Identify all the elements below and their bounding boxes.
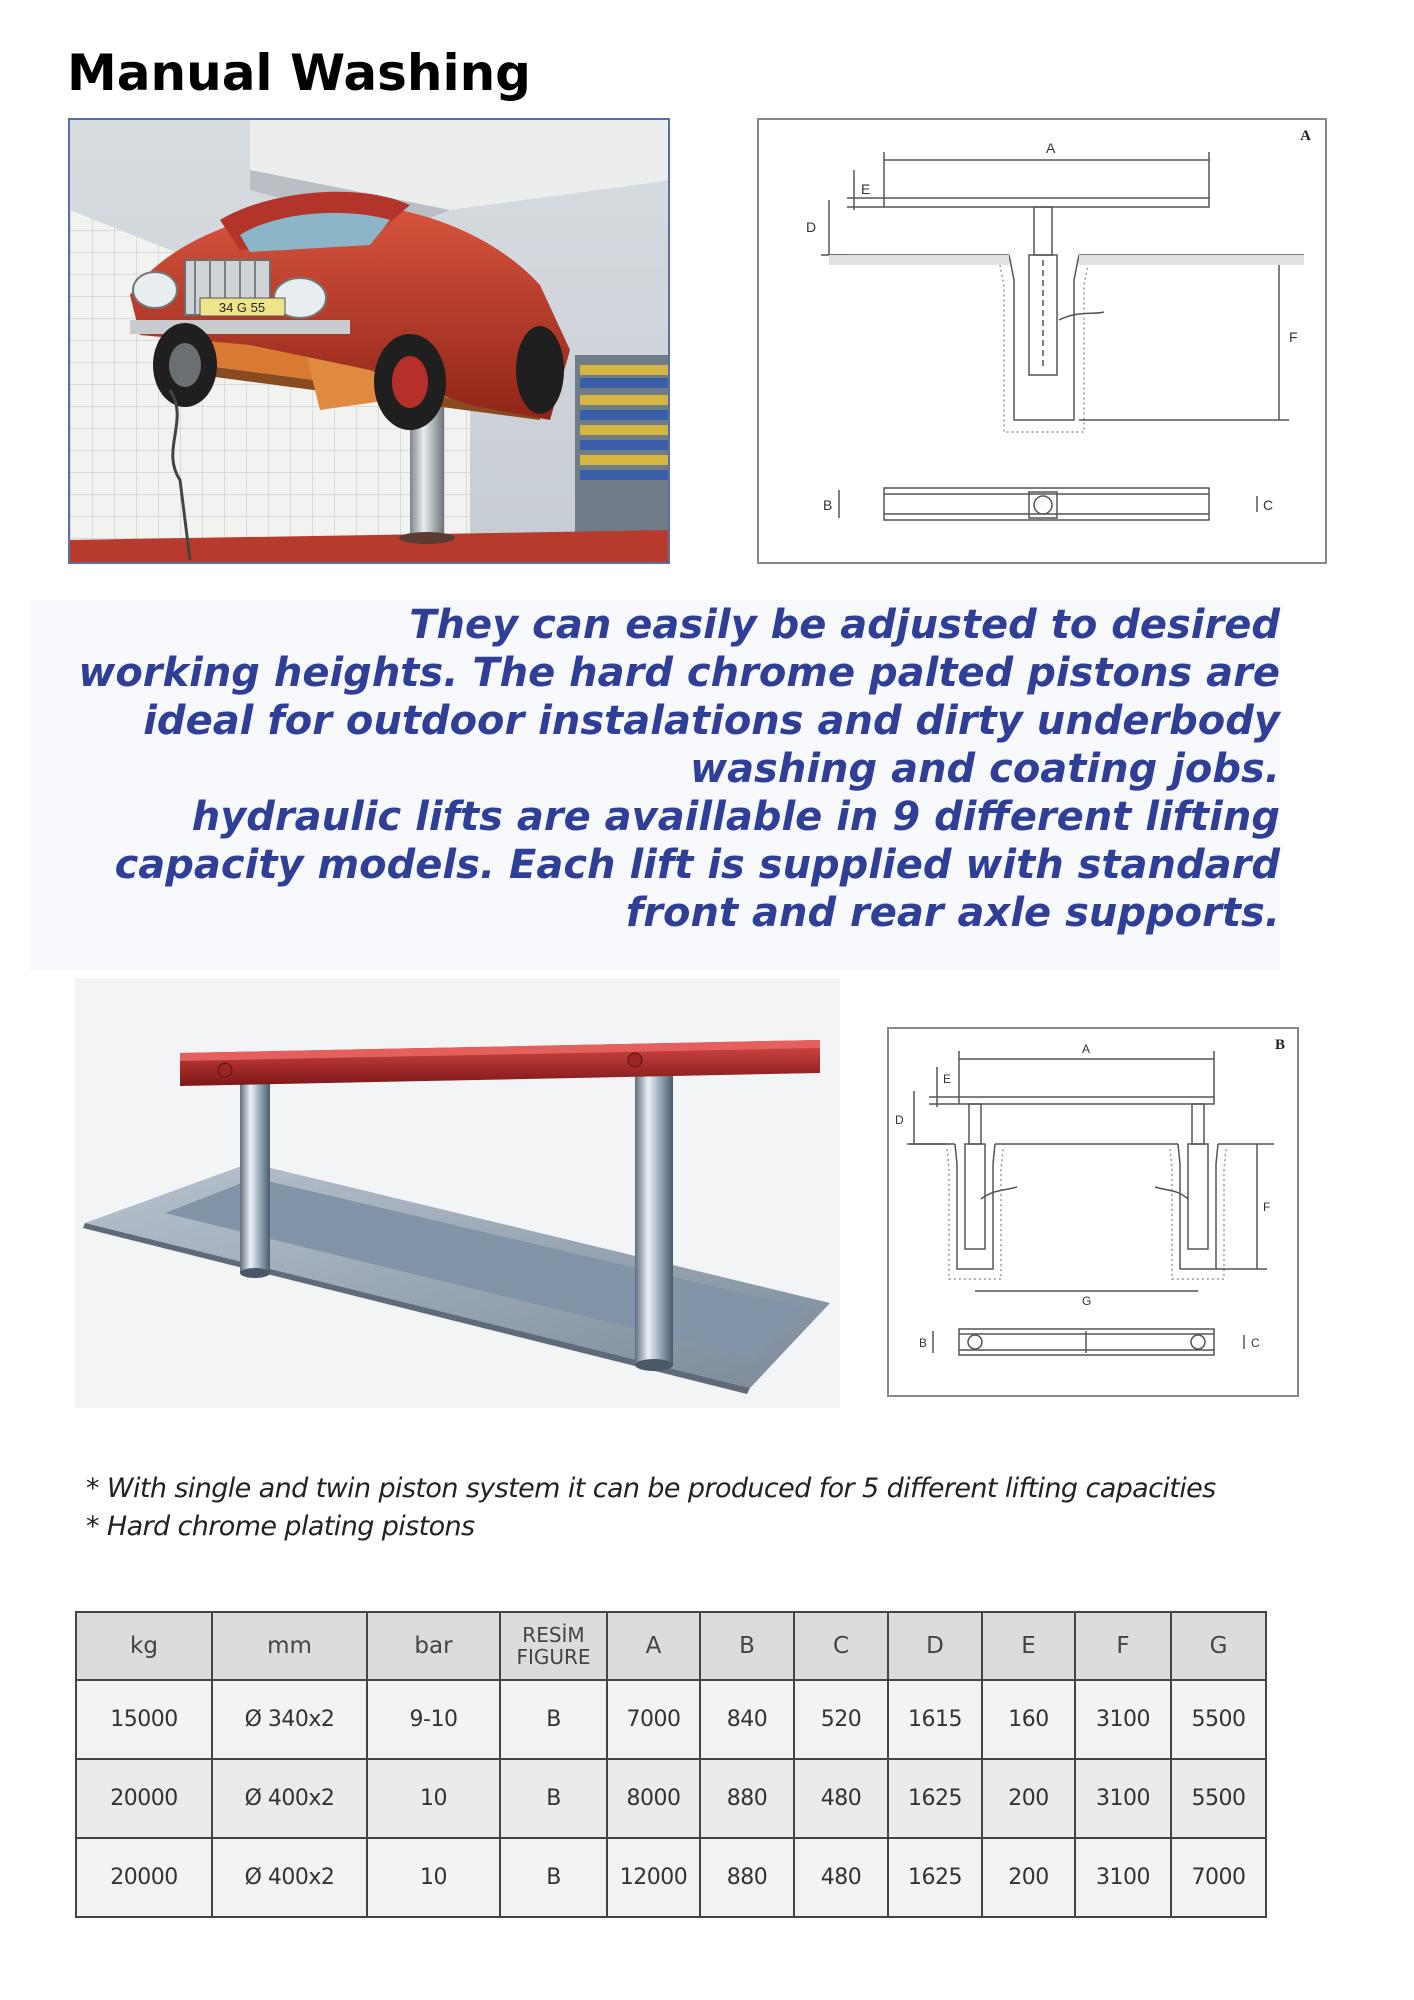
description-line: working heights. The hard chrome palted pistons are [78,650,1280,696]
description-line: ideal for outdoor instalations and dirty underbody [143,698,1280,744]
cell-c: 480 [794,1759,888,1838]
cell-bar: 9-10 [367,1680,500,1759]
cell-figure: B [500,1838,607,1917]
cell-d: 1625 [888,1838,982,1917]
cell-bar: 10 [367,1838,500,1917]
header-figure-line1: RESİM [522,1623,585,1647]
table-row [76,1838,1266,1917]
cell-e: 200 [982,1759,1075,1838]
header-d: D [888,1612,982,1680]
dim-a-label: A [1046,140,1056,156]
header-mm: mm [212,1612,367,1680]
description-line: They can easily be adjusted to desired [409,602,1280,648]
figure-a-letter: A [1300,128,1311,144]
twin-piston-drawing [889,1029,1297,1395]
description-line: hydraulic lifts are availlable in 9 different lifting [191,794,1280,840]
description-line: washing and coating jobs. [690,746,1280,792]
cell-e: 200 [982,1838,1075,1917]
license-plate: 34 G 55 [218,300,266,315]
dim-g-label: G [1082,1294,1092,1308]
twin-piston-illustration [75,978,840,1408]
header-a: A [607,1612,700,1680]
dim-e-label: E [861,181,871,197]
cell-d: 1625 [888,1759,982,1838]
cell-c: 520 [794,1680,888,1759]
product-description [30,600,1280,970]
dim-c-label: C [1263,497,1274,513]
table-header-row [76,1612,1266,1680]
cell-a: 8000 [607,1759,700,1838]
dim-f-label: F [1289,329,1298,345]
cell-f: 3100 [1075,1680,1171,1759]
dim-b-label: B [823,497,833,513]
cell-b: 880 [700,1838,794,1917]
cell-bar: 10 [367,1759,500,1838]
page-title: Manual Washing [67,44,531,102]
cell-g: 7000 [1171,1838,1266,1917]
description-line: front and rear axle supports. [625,890,1280,936]
feature-notes [86,1470,1216,1546]
cell-d: 1615 [888,1680,982,1759]
figure-b-letter: B [1274,1037,1285,1053]
diagram-figure-a [757,118,1327,564]
dim-b-label: B [919,1336,928,1350]
cell-c: 480 [794,1838,888,1917]
single-piston-drawing [759,120,1325,562]
dim-a-label: A [1082,1042,1091,1056]
cell-b: 880 [700,1759,794,1838]
cell-mm: Ø 340x2 [212,1680,367,1759]
table-row [76,1759,1266,1838]
description-line: capacity models. Each lift is supplied with standard [114,842,1280,888]
dim-c-label: C [1251,1336,1260,1350]
dim-d-label: D [806,219,817,235]
table-row [76,1680,1266,1759]
note-line: * Hard chrome plating pistons [86,1511,475,1542]
spec-table [75,1611,1267,1918]
header-b: B [700,1612,794,1680]
cell-g: 5500 [1171,1759,1266,1838]
cell-f: 3100 [1075,1838,1171,1917]
cell-f: 3100 [1075,1759,1171,1838]
dim-e-label: E [943,1072,952,1086]
dim-d-label: D [895,1113,904,1127]
car-lift-illustration [70,120,670,564]
diagram-figure-b [887,1027,1299,1397]
cell-figure: B [500,1759,607,1838]
dim-f-label: F [1263,1200,1271,1214]
cell-mm: Ø 400x2 [212,1838,367,1917]
cell-g: 5500 [1171,1680,1266,1759]
header-kg: kg [76,1612,212,1680]
twin-piston-render [75,978,840,1408]
header-f: F [1075,1612,1171,1680]
car-lift-photo [68,118,670,564]
header-g: G [1171,1612,1266,1680]
cell-b: 840 [700,1680,794,1759]
cell-kg: 20000 [76,1759,212,1838]
note-line: * With single and twin piston system it can be produced for 5 different lifting capacities [86,1473,1216,1504]
cell-figure: B [500,1680,607,1759]
cell-a: 7000 [607,1680,700,1759]
header-e: E [982,1612,1075,1680]
cell-e: 160 [982,1680,1075,1759]
cell-kg: 20000 [76,1838,212,1917]
header-figure [500,1612,607,1680]
header-figure-line2: FIGURE [516,1645,591,1669]
cell-mm: Ø 400x2 [212,1759,367,1838]
header-c: C [794,1612,888,1680]
cell-a: 12000 [607,1838,700,1917]
cell-kg: 15000 [76,1680,212,1759]
header-bar: bar [367,1612,500,1680]
